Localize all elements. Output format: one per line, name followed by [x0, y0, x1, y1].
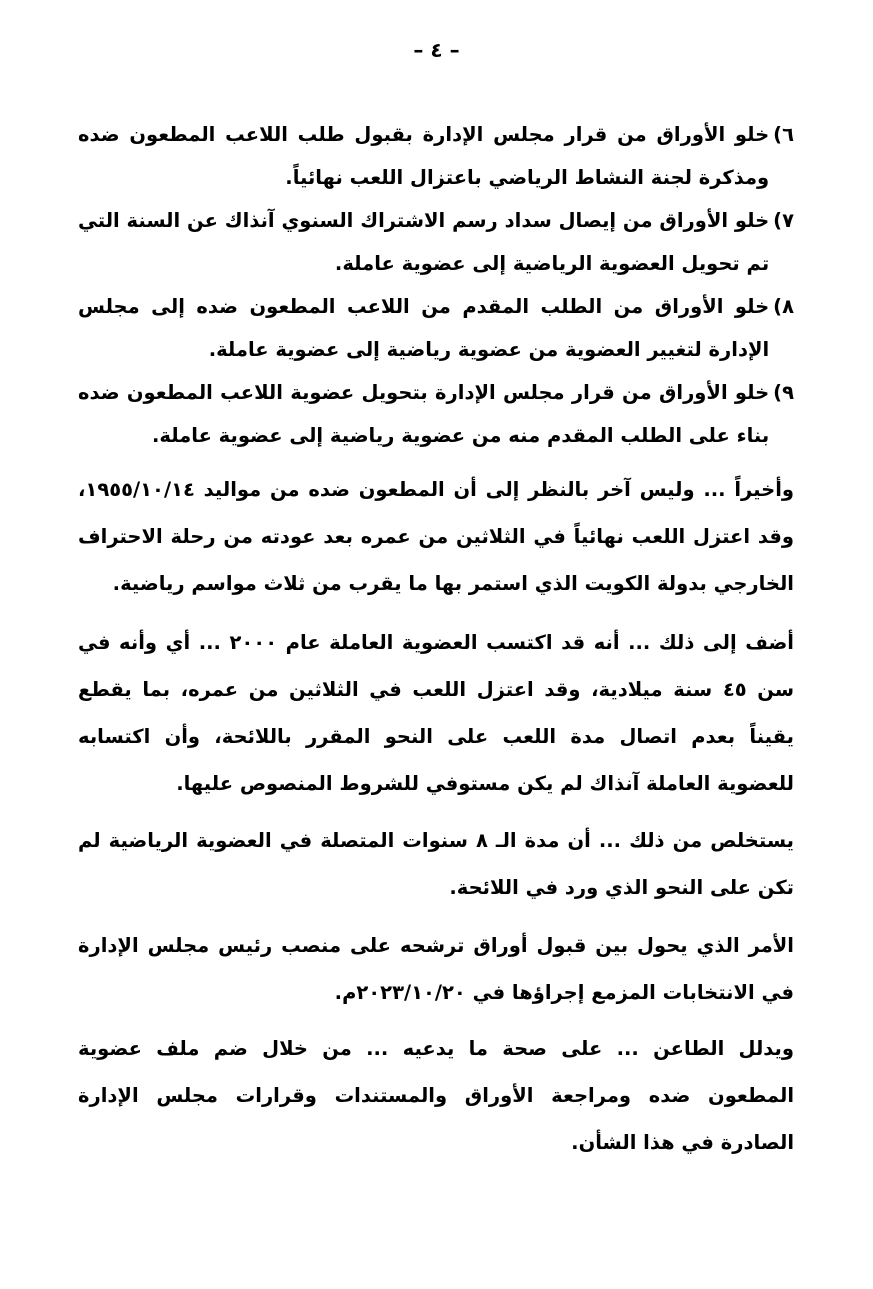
- list-item-number: ٩): [773, 381, 794, 404]
- paragraph-conclusion: يستخلص من ذلك ... أن مدة الـ ٨ سنوات المتصلة في العضوية الرياضية لم تكن على النحو الذي ورد في اللائحة.: [78, 829, 794, 899]
- list-item-number: ٧): [773, 209, 794, 232]
- paragraph-evidence: ويدلل الطاعن ... على صحة ما يدعيه ... من خلال ضم ملف عضوية المطعون ضده ومراجعة الأوراق والمستندات وقرارات مجلس الإدارة الصادرة في هذا الشأن.: [78, 1037, 794, 1154]
- list-item-number: ٨): [773, 295, 794, 318]
- list-item-text: خلو الأوراق من إيصال سداد رسم الاشتراك السنوي آنذاك عن السنة التي تم تحويل العضوية الرياضية إلى عضوية عاملة.: [78, 209, 770, 275]
- list-item: [78, 285, 794, 371]
- list-item-number: ٦): [773, 123, 794, 146]
- list-item-text: خلو الأوراق من قرار مجلس الإدارة بقبول طلب اللاعب المطعون ضده ومذكرة لجنة النشاط الرياضي باعتزال اللعب نهائياً.: [78, 123, 770, 189]
- paragraph-birthdate: وأخيراً ... وليس آخر بالنظر إلى أن المطعون ضده من مواليد ١٩٥٥/١٠/١٤، وقد اعتزل اللعب نهائياً في الثلاثين من عمره بعد عودته من رحلة الاحتراف الخارجي بدولة الكويت الذي استمر بها ما يقرب من ثلاث مواسم رياضية.: [78, 478, 794, 595]
- list-item: [78, 199, 794, 285]
- page-number: – ٤ –: [413, 38, 460, 62]
- paragraph-membership-year: أضف إلى ذلك ... أنه قد اكتسب العضوية العاملة عام ٢٠٠٠ ... أي وأنه في سن ٤٥ سنة ميلادية، وقد اعتزل اللعب في الثلاثين من عمره، بما يقطع يقيناً بعدم اتصال مدة اللعب على النحو المقرر باللائحة، وأن اكتسابه للعضوية العاملة آنذاك لم يكن مستوفي للشروط المنصوص عليها.: [78, 631, 794, 795]
- requirements-list: [78, 113, 794, 457]
- list-item: [78, 113, 794, 199]
- list-item-text: خلو الأوراق من قرار مجلس الإدارة بتحويل عضوية اللاعب المطعون ضده بناء على الطلب المقدم منه من عضوية رياضية إلى عضوية عاملة.: [78, 381, 770, 447]
- list-item-text: خلو الأوراق من الطلب المقدم من اللاعب المطعون ضده إلى مجلس الإدارة لتغيير العضوية من عضوية رياضية إلى عضوية عاملة.: [78, 295, 770, 361]
- document-body: [78, 113, 794, 1166]
- paragraph-elections: الأمر الذي يحول بين قبول أوراق ترشحه على منصب رئيس مجلس الإدارة في الانتخابات المزمع إجراؤها في ٢٠٢٣/١٠/٢٠م.: [78, 934, 794, 1004]
- list-item: [78, 371, 794, 457]
